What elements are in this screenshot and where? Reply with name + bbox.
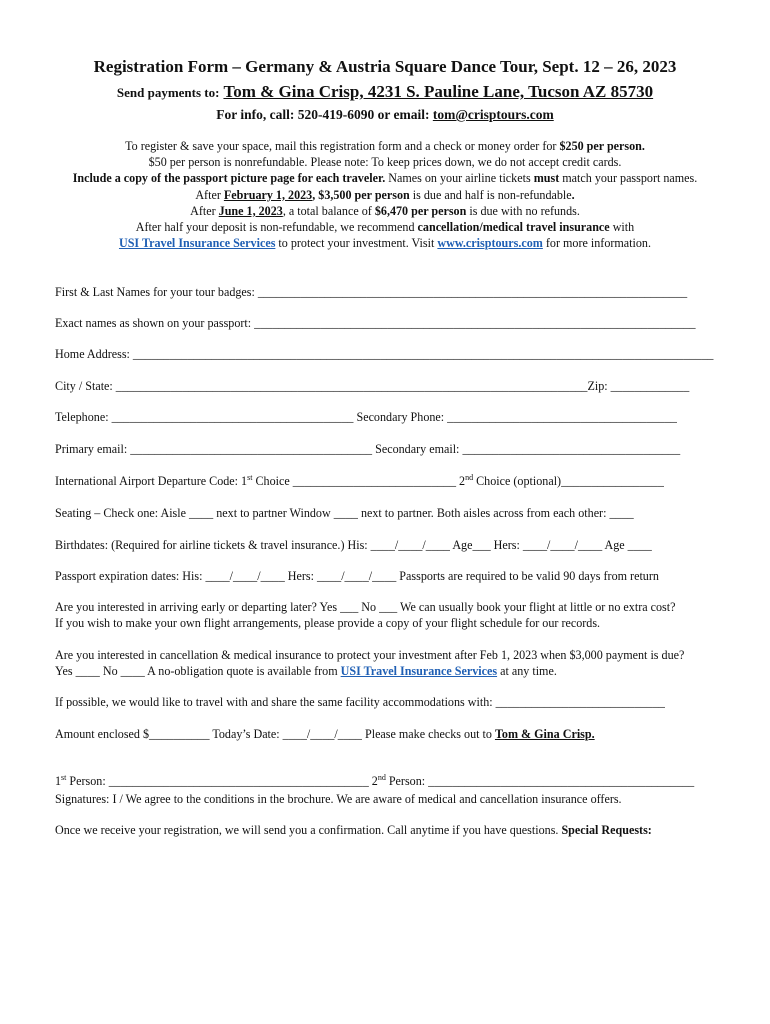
insurance-recommendation: cancellation/medical travel insurance xyxy=(417,220,610,235)
payee-name: Tom & Gina Crisp. xyxy=(494,727,595,741)
amount-date-field[interactable] xyxy=(55,727,595,742)
intro-text: is due with no refunds. xyxy=(466,203,580,218)
second-choice-blank: Choice (optional)_________________ xyxy=(473,474,664,488)
badge-names-field[interactable]: First & Last Names for your tour badges: _______________________________________________________________________ xyxy=(55,285,688,299)
roommate-field[interactable]: If possible, we would like to travel with and share the same facility accommodations with: ____________________________ xyxy=(55,695,665,709)
passport-copy-note: Include a copy of the passport picture page for each traveler. xyxy=(72,171,386,186)
intro-line-1 xyxy=(0,138,770,154)
airport-label: International Airport Departure Code: 1 xyxy=(55,474,248,488)
seating-field[interactable]: Seating – Check one: Aisle ____ next to partner Window ____ next to partner. Both aisles across from each other: ____ xyxy=(55,506,634,520)
ordinal-suffix: nd xyxy=(465,472,474,482)
intro-text: After xyxy=(195,187,224,202)
first-person-blank[interactable]: Person: ___________________________________________ 2 xyxy=(66,774,378,788)
first-choice-blank: Choice ___________________________ 2 xyxy=(252,474,466,488)
intro-line-7 xyxy=(0,235,770,251)
intro-text: , a total balance of xyxy=(282,203,375,218)
ordinal-number: 1 xyxy=(55,774,62,788)
insurance-answer-line[interactable] xyxy=(55,664,557,679)
confirmation-note: Once we receive your registration, we will send you a confirmation. Call anytime if you have questions. xyxy=(55,823,562,837)
intro-text: is due and half is non-refundable xyxy=(409,187,572,202)
intro-paragraph xyxy=(0,138,770,251)
insurance-text: at any time. xyxy=(497,664,557,678)
intro-text: for more information. xyxy=(542,236,652,251)
payment-address: Tom & Gina Crisp, 4231 S. Pauline Lane, Tucson AZ 85730 xyxy=(223,82,654,101)
insurance-yes-no[interactable]: Yes ____ No ____ A no-obligation quote is available from xyxy=(55,664,341,678)
deposit-amount: $250 per person. xyxy=(559,139,645,153)
ordinal-suffix: nd xyxy=(377,772,386,782)
june-date: June 1, 2023 xyxy=(218,203,283,218)
insurance-question: Are you interested in cancellation & medical insurance to protect your investment after Feb 1, 2023 when $3,000 payment is due? xyxy=(55,648,685,662)
ordinal-suffix: st xyxy=(247,472,253,482)
passport-names-field[interactable]: Exact names as shown on your passport: _________________________________________________________________________ xyxy=(55,316,696,330)
february-amount: , $3,500 per person xyxy=(312,187,410,202)
persons-signature-field[interactable] xyxy=(55,774,694,789)
intro-line-5 xyxy=(0,203,770,219)
intro-text: After half your deposit is non-refundable, we recommend xyxy=(135,220,418,235)
usi-insurance-link[interactable]: USI Travel Insurance Services xyxy=(340,664,498,678)
intro-text: To register & save your space, mail this registration form and a check or money order for xyxy=(125,139,560,153)
contact-info-line xyxy=(0,107,770,123)
usi-insurance-link[interactable]: USI Travel Insurance Services xyxy=(118,236,276,251)
intro-line-3 xyxy=(0,170,770,186)
must-emphasis: must xyxy=(533,171,560,186)
intro-text: Names on your airline tickets xyxy=(385,171,534,186)
city-state-zip-field[interactable]: City / State: ______________________________________________________________________________Zip: _____________ xyxy=(55,379,690,393)
signatures-statement: Signatures: I / We agree to the conditions in the brochure. We are aware of medical and cancellation insurance offers. xyxy=(55,792,622,806)
email-field[interactable]: Primary email: ________________________________________ Secondary email: ____________________________________ xyxy=(55,442,681,456)
intro-text: match your passport names. xyxy=(559,171,698,186)
arrival-question[interactable]: Are you interested in arriving early or departing later? Yes ___ No ___ We can usually book your flight at little or no extra cost? xyxy=(55,600,676,614)
send-payments-label: Send payments to: xyxy=(116,85,220,100)
intro-text: to protect your investment. Visit xyxy=(275,236,438,251)
home-address-field[interactable]: Home Address: ________________________________________________________________________________________________ xyxy=(55,347,714,361)
passport-expiration-field[interactable]: Passport expiration dates: His: ____/____/____ Hers: ____/____/____ Passports are required to be valid 90 days from return xyxy=(55,569,659,583)
intro-line-4 xyxy=(0,187,770,203)
airport-code-field[interactable] xyxy=(55,474,664,489)
special-requests-label: Special Requests: xyxy=(561,823,652,837)
birthdates-field[interactable]: Birthdates: (Required for airline tickets & travel insurance.) His: ____/____/____ Age___ Hers: ____/____/____ Age ____ xyxy=(55,538,652,552)
intro-text: After xyxy=(190,203,219,218)
intro-line-6 xyxy=(0,219,770,235)
contact-email-link[interactable]: tom@crisptours.com xyxy=(432,107,554,122)
telephone-field[interactable]: Telephone: ________________________________________ Secondary Phone: ______________________________________ xyxy=(55,410,677,424)
send-payments-line xyxy=(0,82,770,102)
crisptours-website-link[interactable]: www.crisptours.com xyxy=(437,236,543,251)
ordinal-suffix: st xyxy=(61,772,67,782)
intro-text: . xyxy=(571,187,575,202)
second-person-blank[interactable]: Person: ____________________________________________ xyxy=(385,774,695,788)
intro-line-2: $50 per person is nonrefundable. Please note: To keep prices down, we do not accept credit cards. xyxy=(148,155,622,170)
intro-text: with xyxy=(609,220,635,235)
june-amount: $6,470 per person xyxy=(374,203,467,218)
form-title: Registration Form – Germany & Austria Square Dance Tour, Sept. 12 – 26, 2023 xyxy=(93,57,677,76)
flight-schedule-note: If you wish to make your own flight arrangements, please provide a copy of your flight schedule for our records. xyxy=(55,616,601,630)
closing-line xyxy=(55,823,652,838)
contact-phone-text: For info, call: 520-419-6090 or email: xyxy=(216,107,430,122)
february-date: February 1, 2023 xyxy=(223,187,313,202)
amount-and-date[interactable]: Amount enclosed $__________ Today’s Date: ____/____/____ Please make checks out to xyxy=(55,727,495,741)
